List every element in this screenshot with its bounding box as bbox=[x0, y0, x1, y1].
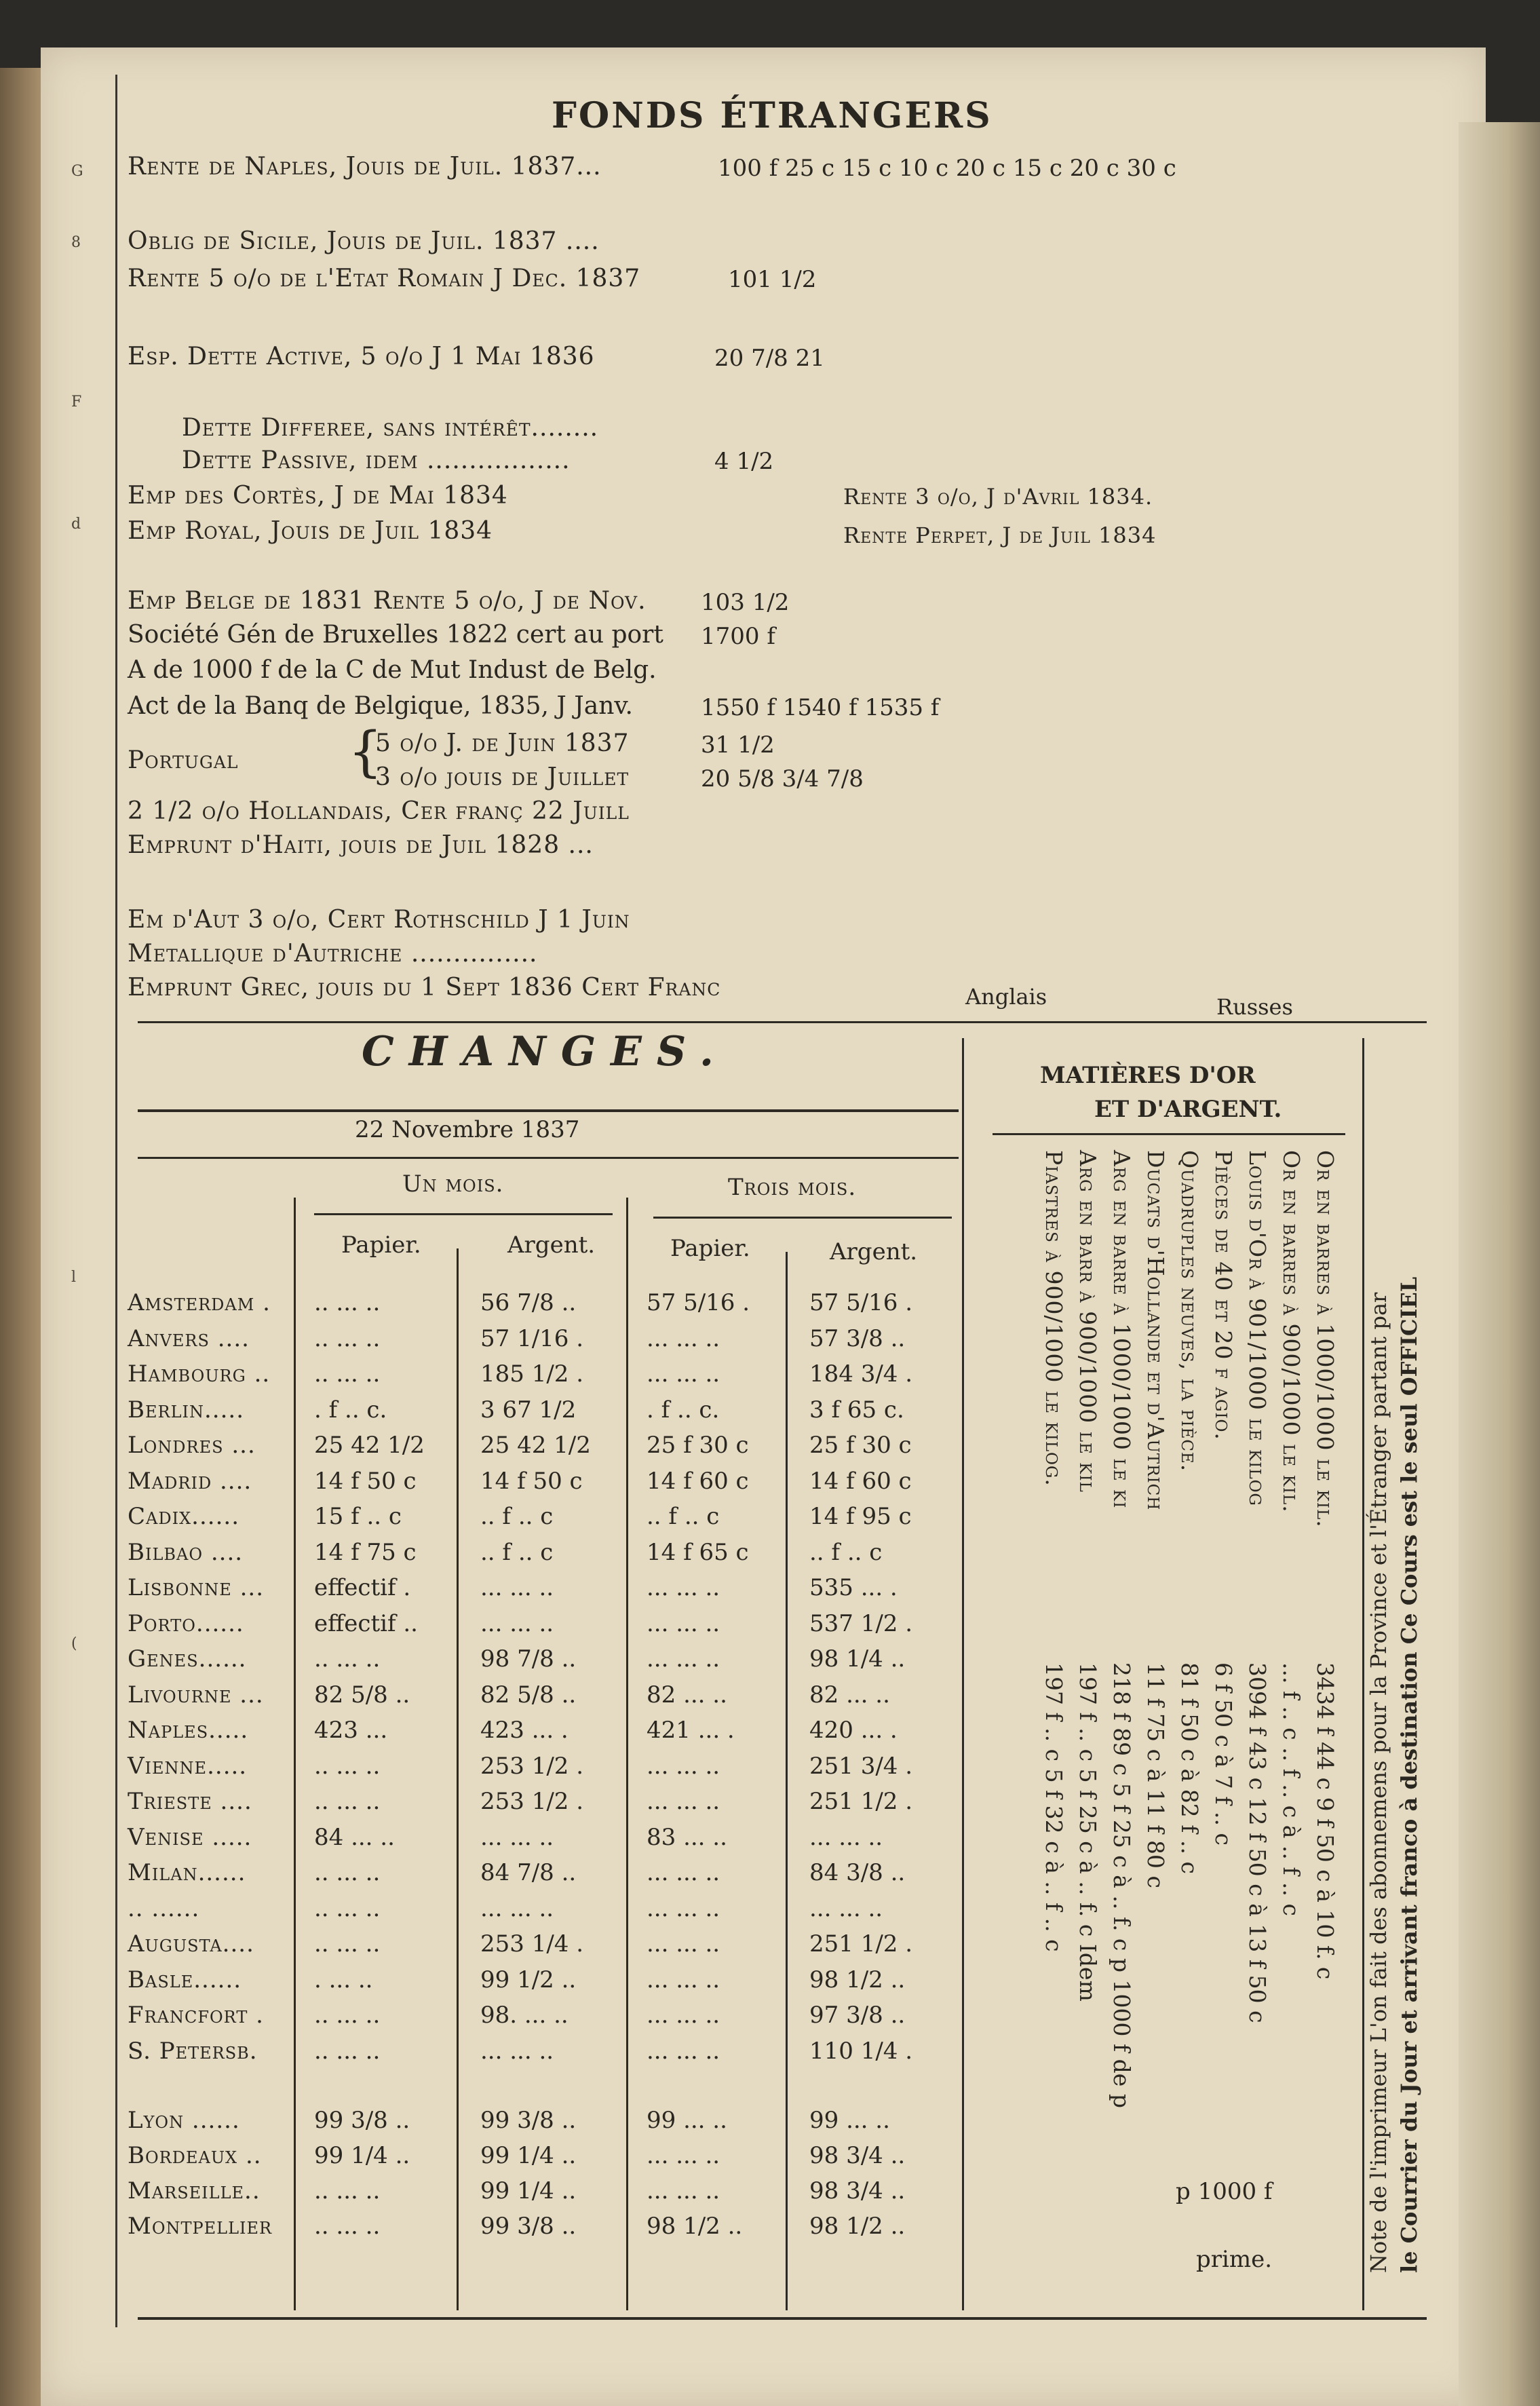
p1000-label: p 1000 f bbox=[1176, 2178, 1273, 2205]
argent-trois-mois: 98 1/4 .. bbox=[809, 1645, 906, 1673]
argent-trois-mois: .. f .. c bbox=[809, 1538, 883, 1566]
col-argent: Argent. bbox=[507, 1231, 596, 1259]
papier-trois-mois: 14 f 65 c bbox=[647, 1538, 749, 1566]
argent-trois-mois: 25 f 30 c bbox=[809, 1432, 912, 1459]
papier-un-mois: 84 ... .. bbox=[314, 1823, 395, 1851]
argent-trois-mois: ... ... .. bbox=[809, 1894, 883, 1922]
col-papier: Papier. bbox=[670, 1235, 750, 1262]
papier-trois-mois: ... ... .. bbox=[647, 1360, 720, 1388]
argent-un-mois: ... ... .. bbox=[480, 1574, 554, 1601]
argent-un-mois: 185 1/2 . bbox=[480, 1360, 584, 1388]
city-name: Montpellier bbox=[128, 2213, 273, 2240]
col-rule bbox=[457, 1248, 459, 2310]
papier-un-mois: .. ... .. bbox=[314, 1894, 381, 1922]
papier-un-mois: .. ... .. bbox=[314, 2213, 381, 2240]
city-name: Madrid .... bbox=[128, 1467, 252, 1495]
papier-trois-mois: ... ... .. bbox=[647, 1966, 720, 1993]
argent-un-mois: 84 7/8 .. bbox=[480, 1859, 577, 1886]
papier-trois-mois: 25 f 30 c bbox=[647, 1432, 749, 1459]
argent-un-mois: 98. ... .. bbox=[480, 2002, 569, 2029]
period-rule bbox=[653, 1217, 952, 1219]
argent-un-mois: 99 1/2 .. bbox=[480, 1966, 577, 1993]
papier-trois-mois: ... ... .. bbox=[647, 2037, 720, 2065]
margin-mark: l bbox=[71, 1269, 77, 1286]
anglais-label: Anglais bbox=[965, 984, 1047, 1010]
rente3-note: Rente 3 o/o, J d'Avril 1834. bbox=[843, 484, 1153, 510]
matiere-value: 197 f .. c 5 f 32 c à .. f .. c bbox=[1041, 1662, 1067, 1952]
argent-un-mois: 98 7/8 .. bbox=[480, 1645, 577, 1673]
fonds-row-label: Act de la Banq de Belgique, 1835, J Janv. bbox=[128, 692, 633, 720]
papier-trois-mois: ... ... .. bbox=[647, 1894, 720, 1922]
argent-un-mois: ... ... .. bbox=[480, 1823, 554, 1851]
period-trois-mois: Trois mois. bbox=[728, 1174, 857, 1201]
papier-un-mois: . f .. c. bbox=[314, 1396, 387, 1424]
argent-trois-mois: 251 1/2 . bbox=[809, 1930, 913, 1958]
fonds-row-label: 3 o/o jouis de Juillet bbox=[375, 763, 630, 791]
papier-trois-mois: . f .. c. bbox=[647, 1396, 720, 1424]
city-name: Venise ..... bbox=[128, 1823, 252, 1851]
section-divider bbox=[138, 1021, 1427, 1023]
content-area bbox=[115, 75, 1445, 2327]
fonds-row-label: Dette Passive, idem ................. bbox=[182, 446, 571, 474]
argent-trois-mois: 184 3/4 . bbox=[809, 1360, 913, 1388]
matiere-value: 6 f 50 c à 7 f .. c bbox=[1210, 1662, 1237, 1846]
argent-trois-mois: 82 ... .. bbox=[809, 1681, 890, 1708]
city-name: Vienne..... bbox=[128, 1752, 248, 1780]
city-name: Bilbao .... bbox=[128, 1538, 244, 1566]
argent-trois-mois: 98 1/2 .. bbox=[809, 1966, 906, 1993]
city-name: Hambourg .. bbox=[128, 1360, 271, 1388]
col-rule bbox=[962, 1038, 964, 2310]
matiere-value: ... f .. c .. f .. c à .. f .. c bbox=[1278, 1662, 1305, 1917]
margin-mark: F bbox=[71, 394, 82, 410]
argent-un-mois: 56 7/8 .. bbox=[480, 1289, 577, 1316]
matiere-value: 197 f .. c 5 f 25 c à .. f. c Idem bbox=[1075, 1662, 1101, 2002]
fonds-row-label: Esp. Dette Active, 5 o/o J 1 Mai 1836 bbox=[128, 343, 595, 370]
matiere-value: 3094 f 43 c 12 f 50 c à 13 f 50 c bbox=[1244, 1662, 1271, 2023]
period-un-mois: Un mois. bbox=[402, 1170, 504, 1198]
col-argent: Argent. bbox=[830, 1238, 918, 1265]
city-name: Livourne ... bbox=[128, 1681, 264, 1708]
matiere-value: 218 f 89 c 5 f 25 c à .. f. c p 1000 f de p bbox=[1109, 1662, 1135, 2108]
papier-un-mois: 25 42 1/2 bbox=[314, 1432, 425, 1459]
city-name: Milan...... bbox=[128, 1859, 246, 1886]
papier-un-mois: 99 1/4 .. bbox=[314, 2142, 410, 2169]
margin-mark: 8 bbox=[71, 234, 81, 251]
fonds-row-label: Rente de Naples, Jouis de Juil. 1837... bbox=[128, 153, 602, 180]
papier-trois-mois: ... ... .. bbox=[647, 1788, 720, 1815]
papier-trois-mois: ... ... .. bbox=[647, 1930, 720, 1958]
papier-un-mois: .. ... .. bbox=[314, 1360, 381, 1388]
fonds-row-value: 31 1/2 bbox=[701, 731, 775, 759]
fonds-row-label: Emp des Cortès, J de Mai 1834 bbox=[128, 482, 508, 510]
argent-trois-mois: 99 ... .. bbox=[809, 2107, 890, 2134]
fonds-row-value: 100 f 25 c 15 c 10 c 20 c 15 c 20 c 30 c bbox=[718, 155, 1176, 182]
city-name: Marseille.. bbox=[128, 2177, 261, 2204]
matiere-label: Or en barres à 1000/1000 le kil. bbox=[1312, 1150, 1339, 1528]
matiere-label: Arg en barr à 900/1000 le kil bbox=[1075, 1150, 1101, 1493]
matiere-label: Ducats d'Hollande et d'Autrich bbox=[1142, 1150, 1169, 1511]
fonds-row-label: Metallique d'Autriche ............... bbox=[128, 940, 538, 968]
fonds-row-value: 20 7/8 21 bbox=[714, 345, 825, 372]
col-rule bbox=[626, 1198, 628, 2310]
changes-date: 22 Novembre 1837 bbox=[355, 1116, 580, 1143]
papier-un-mois: .. ... .. bbox=[314, 1859, 381, 1886]
city-name: Anvers .... bbox=[128, 1324, 250, 1352]
argent-trois-mois: 14 f 60 c bbox=[809, 1467, 912, 1495]
argent-un-mois: 99 1/4 .. bbox=[480, 2142, 577, 2169]
city-name: Genes...... bbox=[128, 1645, 247, 1673]
papier-un-mois: .. ... .. bbox=[314, 2002, 381, 2029]
changes-underline bbox=[138, 1109, 959, 1112]
date-rule bbox=[138, 1157, 959, 1159]
city-name: Lyon ...... bbox=[128, 2107, 240, 2134]
argent-un-mois: 99 3/8 .. bbox=[480, 2107, 577, 2134]
fonds-row-label: Dette Differee, sans intérêt........ bbox=[182, 414, 599, 442]
note-line-2: le Courrier du Jour et arrivant franco à destination Ce Cours est le seul OFFICIEL bbox=[1396, 1276, 1422, 2273]
argent-trois-mois: 57 5/16 . bbox=[809, 1289, 913, 1316]
matiere-value: 3434 f 44 c 9 f 50 c à 10 f. c bbox=[1312, 1662, 1339, 1980]
argent-un-mois: ... ... .. bbox=[480, 1609, 554, 1637]
papier-un-mois: .. ... .. bbox=[314, 1324, 381, 1352]
papier-trois-mois: 99 ... .. bbox=[647, 2107, 727, 2134]
argent-un-mois: 253 1/4 . bbox=[480, 1930, 584, 1958]
papier-trois-mois: 57 5/16 . bbox=[647, 1289, 750, 1316]
city-name: Lisbonne ... bbox=[128, 1574, 265, 1601]
portugal-brace: { bbox=[348, 720, 383, 783]
papier-un-mois: 82 5/8 .. bbox=[314, 1681, 410, 1708]
argent-un-mois: 82 5/8 .. bbox=[480, 1681, 577, 1708]
matiere-label: Louis d'Or à 901/1000 le kilog bbox=[1244, 1150, 1271, 1506]
fonds-row-label: Rente 5 o/o de l'Etat Romain J Dec. 1837 bbox=[128, 265, 641, 292]
fonds-row-label: Emprunt Grec, jouis du 1 Sept 1836 Cert Franc bbox=[128, 974, 721, 1001]
fonds-row-value: 103 1/2 bbox=[701, 589, 790, 616]
matieres-rule bbox=[993, 1133, 1345, 1135]
papier-trois-mois: 98 1/2 .. bbox=[647, 2213, 743, 2240]
matiere-value: 11 f 75 c à 11 f 80 c bbox=[1142, 1662, 1169, 1888]
papier-trois-mois: ... ... .. bbox=[647, 2002, 720, 2029]
changes-title: CHANGES. bbox=[362, 1028, 729, 1075]
papier-un-mois: . ... .. bbox=[314, 1966, 373, 1993]
papier-trois-mois: ... ... .. bbox=[647, 1574, 720, 1601]
papier-un-mois: .. ... .. bbox=[314, 1752, 381, 1780]
fonds-row-label: A de 1000 f de la C de Mut Indust de Belg. bbox=[128, 656, 657, 684]
papier-un-mois: 99 3/8 .. bbox=[314, 2107, 410, 2134]
fonds-title: FONDS ÉTRANGERS bbox=[552, 95, 993, 136]
fonds-row-label: Em d'Aut 3 o/o, Cert Rothschild J 1 Juin bbox=[128, 906, 630, 934]
papier-trois-mois: 83 ... .. bbox=[647, 1823, 727, 1851]
fonds-row-label: 5 o/o J. de Juin 1837 bbox=[375, 729, 630, 757]
fonds-row-value: 4 1/2 bbox=[714, 448, 774, 475]
rente-perpet-note: Rente Perpet, J de Juil 1834 bbox=[843, 522, 1157, 548]
papier-trois-mois: .. f .. c bbox=[647, 1503, 720, 1530]
city-name: Amsterdam . bbox=[128, 1289, 271, 1316]
papier-trois-mois: ... ... .. bbox=[647, 2142, 720, 2169]
argent-un-mois: 14 f 50 c bbox=[480, 1467, 583, 1495]
papier-un-mois: effectif . bbox=[314, 1574, 411, 1601]
papier-un-mois: .. ... .. bbox=[314, 1289, 381, 1316]
portugal-label: Portugal bbox=[128, 746, 239, 774]
papier-trois-mois: 421 ... . bbox=[647, 1717, 735, 1744]
argent-un-mois: ... ... .. bbox=[480, 1894, 554, 1922]
city-name: Bordeaux .. bbox=[128, 2142, 262, 2169]
argent-trois-mois: 251 3/4 . bbox=[809, 1752, 913, 1780]
argent-trois-mois: ... ... .. bbox=[809, 1823, 883, 1851]
note-rule bbox=[1362, 1038, 1364, 2310]
argent-trois-mois: 420 ... . bbox=[809, 1717, 898, 1744]
argent-trois-mois: 3 f 65 c. bbox=[809, 1396, 904, 1424]
fonds-row-label: Emp Belge de 1831 Rente 5 o/o, J de Nov. bbox=[128, 587, 647, 615]
argent-trois-mois: 110 1/4 . bbox=[809, 2037, 913, 2065]
fonds-row-value: 1550 f 1540 f 1535 f bbox=[701, 694, 940, 721]
city-name: Francfort . bbox=[128, 2002, 264, 2029]
papier-un-mois: .. ... .. bbox=[314, 1930, 381, 1958]
papier-un-mois: .. ... .. bbox=[314, 2037, 381, 2065]
argent-un-mois: 99 1/4 .. bbox=[480, 2177, 577, 2204]
city-name: Berlin..... bbox=[128, 1396, 245, 1424]
matiere-label: Piastres à 900/1000 le kilog. bbox=[1041, 1150, 1067, 1487]
prime-label: prime. bbox=[1196, 2246, 1273, 2273]
matieres-title-1: MATIÈRES D'OR bbox=[1040, 1062, 1256, 1089]
argent-trois-mois: 98 1/2 .. bbox=[809, 2213, 906, 2240]
fonds-row-label: Société Gén de Bruxelles 1822 cert au port bbox=[128, 621, 663, 649]
argent-trois-mois: 98 3/4 .. bbox=[809, 2177, 906, 2204]
matiere-value: 81 f 50 c à 82 f .. c bbox=[1176, 1662, 1203, 1874]
city-name: Trieste .... bbox=[128, 1788, 252, 1815]
col-rule bbox=[786, 1252, 788, 2310]
papier-un-mois: 14 f 50 c bbox=[314, 1467, 417, 1495]
note-line-1: Note de l'imprimeur L'on fait des abonnemens pour la Province et l'Étranger partant par bbox=[1366, 1292, 1391, 2273]
papier-trois-mois: ... ... .. bbox=[647, 1859, 720, 1886]
fonds-row-label: Emprunt d'Haiti, jouis de Juil 1828 ... bbox=[128, 831, 594, 859]
argent-trois-mois: 98 3/4 .. bbox=[809, 2142, 906, 2169]
papier-un-mois: 423 ... bbox=[314, 1717, 388, 1744]
papier-trois-mois: ... ... .. bbox=[647, 1645, 720, 1673]
argent-un-mois: 25 42 1/2 bbox=[480, 1432, 591, 1459]
fonds-row-label: 2 1/2 o/o Hollandais, Cer franç 22 Juill bbox=[128, 797, 630, 825]
bottom-rule bbox=[138, 2317, 1427, 2320]
fonds-row-value: 101 1/2 bbox=[728, 266, 817, 293]
city-name: Londres ... bbox=[128, 1432, 256, 1459]
papier-trois-mois: 82 ... .. bbox=[647, 1681, 727, 1708]
papier-trois-mois: ... ... .. bbox=[647, 1752, 720, 1780]
argent-un-mois: ... ... .. bbox=[480, 2037, 554, 2065]
argent-un-mois: 3 67 1/2 bbox=[480, 1396, 577, 1424]
argent-un-mois: 253 1/2 . bbox=[480, 1752, 584, 1780]
papier-trois-mois: 14 f 60 c bbox=[647, 1467, 749, 1495]
city-name: Basle...... bbox=[128, 1966, 242, 1993]
papier-un-mois: .. ... .. bbox=[314, 1788, 381, 1815]
argent-trois-mois: 251 1/2 . bbox=[809, 1788, 913, 1815]
papier-un-mois: .. ... .. bbox=[314, 2177, 381, 2204]
papier-trois-mois: ... ... .. bbox=[647, 1609, 720, 1637]
papier-un-mois: .. ... .. bbox=[314, 1645, 381, 1673]
margin-mark: ( bbox=[71, 1635, 77, 1652]
col-papier: Papier. bbox=[341, 1231, 421, 1259]
papier-un-mois: 15 f .. c bbox=[314, 1503, 402, 1530]
argent-un-mois: 253 1/2 . bbox=[480, 1788, 584, 1815]
argent-un-mois: 423 ... . bbox=[480, 1717, 569, 1744]
argent-trois-mois: 57 3/8 .. bbox=[809, 1324, 906, 1352]
matiere-label: Or en barres à 900/1000 le kil. bbox=[1278, 1150, 1305, 1513]
period-rule bbox=[314, 1213, 613, 1215]
russes-label: Russes bbox=[1216, 994, 1293, 1020]
col-rule bbox=[294, 1198, 296, 2310]
argent-un-mois: .. f .. c bbox=[480, 1503, 554, 1530]
matieres-title-2: ET D'ARGENT. bbox=[1094, 1096, 1282, 1123]
city-name: Naples..... bbox=[128, 1717, 249, 1744]
margin-mark: G bbox=[71, 163, 83, 180]
city-name: Porto...... bbox=[128, 1609, 244, 1637]
matiere-label: Arg en barre à 1000/1000 le ki bbox=[1109, 1150, 1135, 1509]
argent-trois-mois: 14 f 95 c bbox=[809, 1503, 912, 1530]
matiere-label: Quadruples neuves, la pièce. bbox=[1176, 1150, 1203, 1472]
papier-trois-mois: ... ... .. bbox=[647, 1324, 720, 1352]
argent-un-mois: 57 1/16 . bbox=[480, 1324, 584, 1352]
argent-trois-mois: 537 1/2 . bbox=[809, 1609, 913, 1637]
fonds-row-label: Oblig de Sicile, Jouis de Juil. 1837 .... bbox=[128, 227, 600, 255]
fonds-row-label: Emp Royal, Jouis de Juil 1834 bbox=[128, 517, 493, 545]
city-name: Cadix...... bbox=[128, 1503, 240, 1530]
city-name: Augusta.... bbox=[128, 1930, 254, 1958]
fonds-row-value: 20 5/8 3/4 7/8 bbox=[701, 765, 864, 793]
papier-trois-mois: ... ... .. bbox=[647, 2177, 720, 2204]
fonds-row-value: 1700 f bbox=[701, 623, 775, 650]
argent-trois-mois: 535 ... . bbox=[809, 1574, 898, 1601]
argent-un-mois: .. f .. c bbox=[480, 1538, 554, 1566]
city-name: S. Petersb. bbox=[128, 2037, 258, 2065]
argent-trois-mois: 97 3/8 .. bbox=[809, 2002, 906, 2029]
papier-un-mois: 14 f 75 c bbox=[314, 1538, 417, 1566]
matiere-label: Pièces de 40 et 20 f agio. bbox=[1210, 1150, 1237, 1440]
argent-trois-mois: 84 3/8 .. bbox=[809, 1859, 906, 1886]
papier-un-mois: effectif .. bbox=[314, 1609, 418, 1637]
margin-mark: d bbox=[71, 516, 81, 533]
argent-un-mois: 99 3/8 .. bbox=[480, 2213, 577, 2240]
facing-page-edge bbox=[1459, 122, 1540, 2406]
city-name: .. ...... bbox=[128, 1894, 200, 1922]
